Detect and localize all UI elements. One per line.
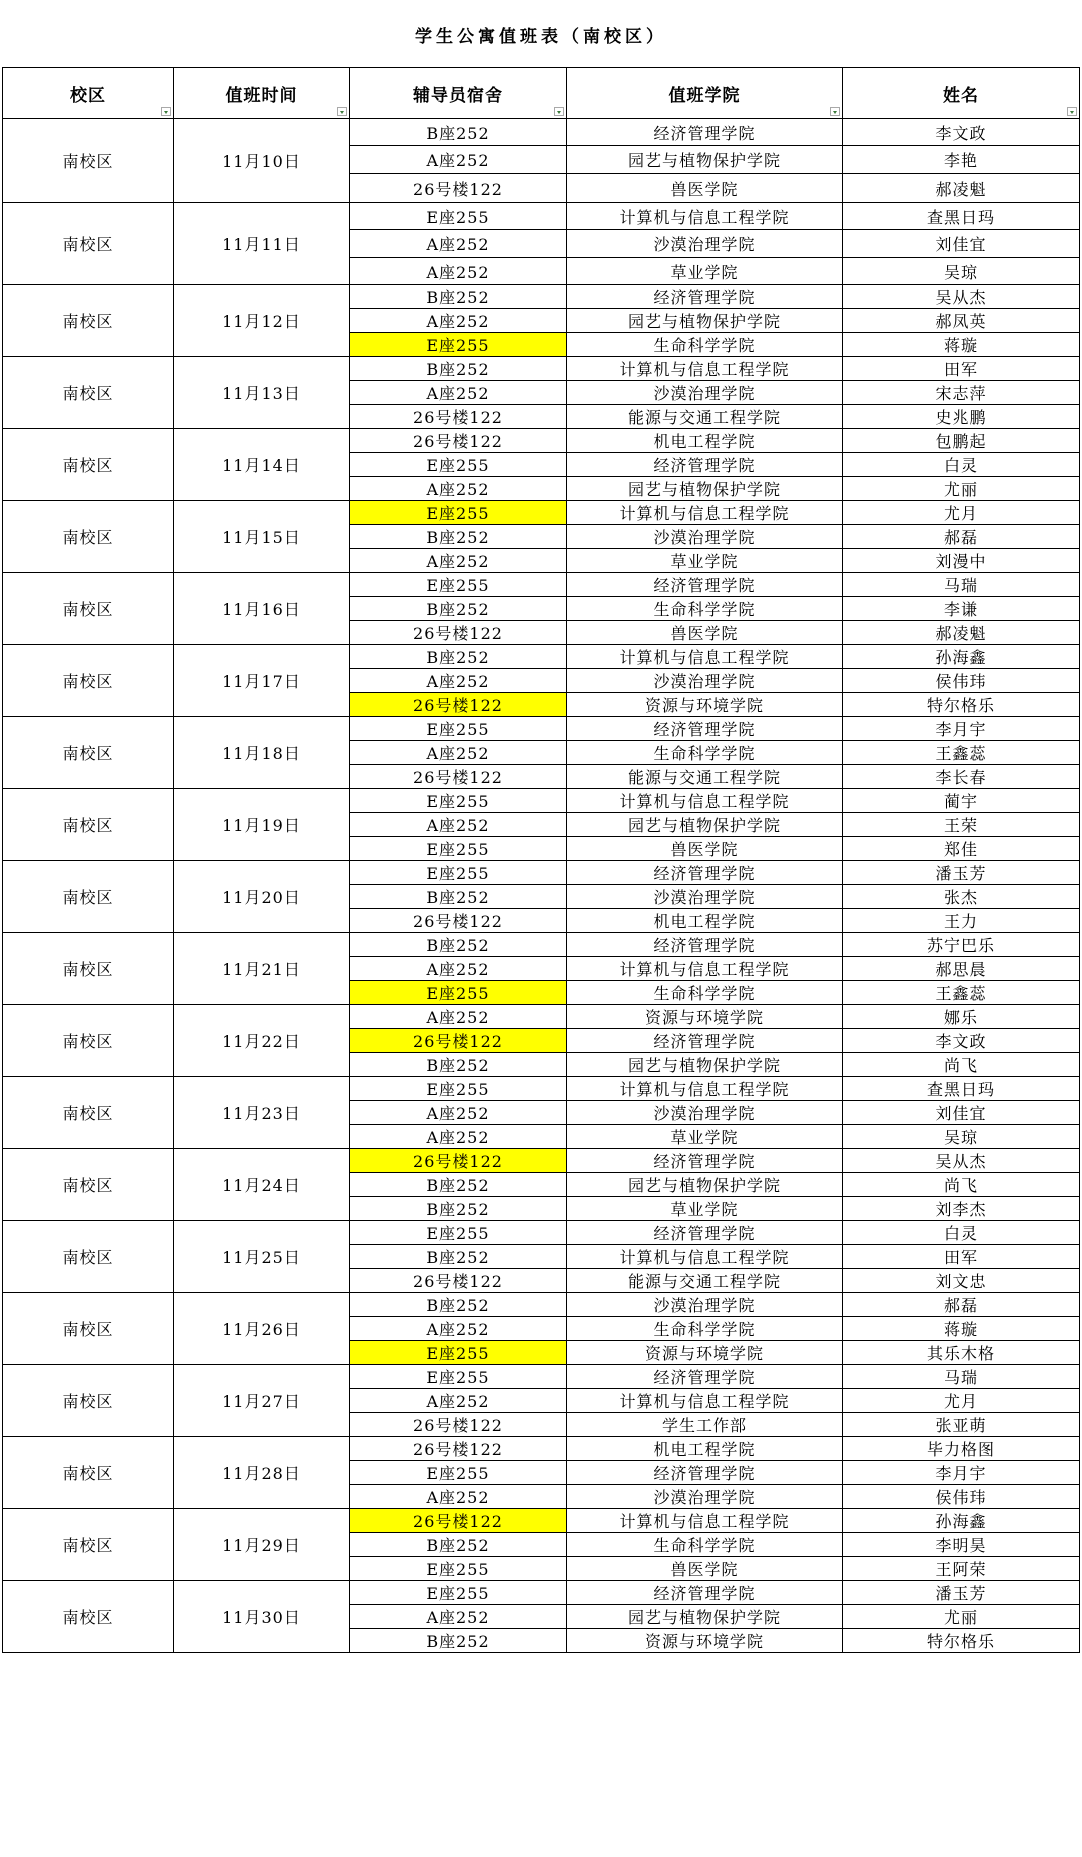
- dorm-cell: A座252: [350, 258, 567, 285]
- college-cell: 园艺与植物保护学院: [567, 477, 843, 501]
- table-row: [3, 1077, 1080, 1101]
- name-cell: 查黑日玛: [843, 203, 1080, 230]
- column-header-label: 辅导员宿舍: [413, 85, 503, 106]
- table-row: [3, 203, 1080, 230]
- dorm-cell: E座255: [350, 573, 567, 597]
- date-cell: 11月17日: [174, 645, 350, 717]
- name-cell: 孙海鑫: [843, 1509, 1080, 1533]
- dorm-cell: E座255: [350, 861, 567, 885]
- date-cell: 11月29日: [174, 1509, 350, 1581]
- dorm-cell: B座252: [350, 285, 567, 309]
- column-header-label: 校区: [70, 85, 106, 106]
- dorm-cell: 26号楼122: [350, 174, 567, 203]
- name-cell: 白灵: [843, 453, 1080, 477]
- name-cell: 郝磊: [843, 525, 1080, 549]
- column-header-label: 值班时间: [225, 85, 298, 106]
- college-cell: 机电工程学院: [567, 429, 843, 453]
- date-cell: 11月20日: [174, 861, 350, 933]
- college-cell: 兽医学院: [567, 174, 843, 203]
- college-cell: 能源与交通工程学院: [567, 765, 843, 789]
- dorm-cell: E座255: [350, 1461, 567, 1485]
- college-cell: 兽医学院: [567, 837, 843, 861]
- college-cell: 计算机与信息工程学院: [567, 501, 843, 525]
- college-cell: 经济管理学院: [567, 717, 843, 741]
- name-cell: 张亚萌: [843, 1413, 1080, 1437]
- dorm-cell: B座252: [350, 1245, 567, 1269]
- dorm-cell: E座255: [350, 1581, 567, 1605]
- name-cell: 宋志萍: [843, 381, 1080, 405]
- college-cell: 计算机与信息工程学院: [567, 357, 843, 381]
- table-row: [3, 717, 1080, 741]
- college-cell: 计算机与信息工程学院: [567, 1077, 843, 1101]
- name-cell: 蔺宇: [843, 789, 1080, 813]
- page-title: 学生公寓值班表（南校区）: [415, 27, 667, 47]
- name-cell: 李月宇: [843, 717, 1080, 741]
- college-cell: 资源与环境学院: [567, 1629, 843, 1653]
- college-cell: 计算机与信息工程学院: [567, 789, 843, 813]
- campus-cell: 南校区: [3, 1437, 174, 1509]
- name-cell: 尤月: [843, 1389, 1080, 1413]
- dorm-cell: 26号楼122: [350, 693, 567, 717]
- dorm-cell: B座252: [350, 1293, 567, 1317]
- table-row: [3, 1293, 1080, 1317]
- college-cell: 经济管理学院: [567, 861, 843, 885]
- name-cell: 白灵: [843, 1221, 1080, 1245]
- college-cell: 沙漠治理学院: [567, 1485, 843, 1509]
- table-row: [3, 1437, 1080, 1461]
- college-cell: 经济管理学院: [567, 1029, 843, 1053]
- table-row: [3, 1005, 1080, 1029]
- name-cell: 潘玉芳: [843, 861, 1080, 885]
- college-cell: 经济管理学院: [567, 1365, 843, 1389]
- dorm-cell: 26号楼122: [350, 1029, 567, 1053]
- date-cell: 11月13日: [174, 357, 350, 429]
- name-cell: 尚飞: [843, 1053, 1080, 1077]
- name-cell: 李谦: [843, 597, 1080, 621]
- college-cell: 生命科学学院: [567, 333, 843, 357]
- name-cell: 郝凌魁: [843, 174, 1080, 203]
- college-cell: 计算机与信息工程学院: [567, 957, 843, 981]
- name-cell: 包鹏起: [843, 429, 1080, 453]
- college-cell: 经济管理学院: [567, 285, 843, 309]
- college-cell: 经济管理学院: [567, 1581, 843, 1605]
- college-cell: 沙漠治理学院: [567, 669, 843, 693]
- name-cell: 刘漫中: [843, 549, 1080, 573]
- dorm-cell: B座252: [350, 1053, 567, 1077]
- name-cell: 李文政: [843, 119, 1080, 146]
- date-cell: 11月22日: [174, 1005, 350, 1077]
- name-cell: 王鑫蕊: [843, 981, 1080, 1005]
- college-cell: 经济管理学院: [567, 453, 843, 477]
- name-cell: 其乐木格: [843, 1341, 1080, 1365]
- column-header-name: [843, 68, 1080, 119]
- name-cell: 娜乐: [843, 1005, 1080, 1029]
- name-cell: 吴琼: [843, 1125, 1080, 1149]
- dorm-cell: A座252: [350, 381, 567, 405]
- college-cell: 计算机与信息工程学院: [567, 645, 843, 669]
- dorm-cell: A座252: [350, 1317, 567, 1341]
- dorm-cell: 26号楼122: [350, 1149, 567, 1173]
- dorm-cell: E座255: [350, 1341, 567, 1365]
- college-cell: 园艺与植物保护学院: [567, 1053, 843, 1077]
- college-cell: 机电工程学院: [567, 909, 843, 933]
- name-cell: 王荣: [843, 813, 1080, 837]
- name-cell: 蒋璇: [843, 1317, 1080, 1341]
- dorm-cell: A座252: [350, 813, 567, 837]
- campus-cell: 南校区: [3, 1293, 174, 1365]
- college-cell: 园艺与植物保护学院: [567, 813, 843, 837]
- duty-table: [2, 67, 1080, 1653]
- date-cell: 11月30日: [174, 1581, 350, 1653]
- date-cell: 11月27日: [174, 1365, 350, 1437]
- dorm-cell: B座252: [350, 597, 567, 621]
- date-cell: 11月10日: [174, 119, 350, 203]
- dorm-cell: B座252: [350, 1629, 567, 1653]
- dorm-cell: E座255: [350, 837, 567, 861]
- campus-cell: 南校区: [3, 789, 174, 861]
- name-cell: 尚飞: [843, 1173, 1080, 1197]
- column-header-campus: [3, 68, 174, 119]
- name-cell: 吴从杰: [843, 285, 1080, 309]
- dorm-cell: 26号楼122: [350, 1413, 567, 1437]
- date-cell: 11月25日: [174, 1221, 350, 1293]
- dorm-cell: A座252: [350, 1101, 567, 1125]
- name-cell: 特尔格乐: [843, 1629, 1080, 1653]
- name-cell: 李文政: [843, 1029, 1080, 1053]
- dorm-cell: 26号楼122: [350, 621, 567, 645]
- name-cell: 尤月: [843, 501, 1080, 525]
- date-cell: 11月16日: [174, 573, 350, 645]
- college-cell: 经济管理学院: [567, 119, 843, 146]
- dorm-cell: B座252: [350, 1533, 567, 1557]
- header-row: [3, 68, 1080, 119]
- table-row: [3, 429, 1080, 453]
- college-cell: 计算机与信息工程学院: [567, 1389, 843, 1413]
- dorm-cell: B座252: [350, 933, 567, 957]
- college-cell: 草业学院: [567, 549, 843, 573]
- college-cell: 兽医学院: [567, 1557, 843, 1581]
- name-cell: 马瑞: [843, 573, 1080, 597]
- dorm-cell: B座252: [350, 645, 567, 669]
- dorm-cell: 26号楼122: [350, 765, 567, 789]
- name-cell: 侯伟玮: [843, 1485, 1080, 1509]
- college-cell: 计算机与信息工程学院: [567, 1509, 843, 1533]
- college-cell: 草业学院: [567, 258, 843, 285]
- dorm-cell: E座255: [350, 203, 567, 230]
- college-cell: 资源与环境学院: [567, 1005, 843, 1029]
- dorm-cell: A座252: [350, 957, 567, 981]
- dorm-cell: E座255: [350, 1221, 567, 1245]
- name-cell: 郑佳: [843, 837, 1080, 861]
- campus-cell: 南校区: [3, 1581, 174, 1653]
- date-cell: 11月23日: [174, 1077, 350, 1149]
- dorm-cell: 26号楼122: [350, 1509, 567, 1533]
- name-cell: 毕力格图: [843, 1437, 1080, 1461]
- name-cell: 郝思晨: [843, 957, 1080, 981]
- date-cell: 11月28日: [174, 1437, 350, 1509]
- college-cell: 沙漠治理学院: [567, 1293, 843, 1317]
- dorm-cell: E座255: [350, 453, 567, 477]
- campus-cell: 南校区: [3, 1005, 174, 1077]
- filter-dropdown-icon[interactable]: [1067, 107, 1077, 116]
- college-cell: 计算机与信息工程学院: [567, 1245, 843, 1269]
- dorm-cell: B座252: [350, 885, 567, 909]
- table-row: [3, 645, 1080, 669]
- dorm-cell: A座252: [350, 1485, 567, 1509]
- college-cell: 经济管理学院: [567, 1461, 843, 1485]
- name-cell: 吴琼: [843, 258, 1080, 285]
- filter-dropdown-icon[interactable]: [554, 107, 564, 116]
- date-cell: 11月15日: [174, 501, 350, 573]
- table-row: [3, 1149, 1080, 1173]
- campus-cell: 南校区: [3, 1221, 174, 1293]
- college-cell: 沙漠治理学院: [567, 381, 843, 405]
- dorm-cell: 26号楼122: [350, 405, 567, 429]
- name-cell: 李长春: [843, 765, 1080, 789]
- dorm-cell: A座252: [350, 230, 567, 258]
- college-cell: 园艺与植物保护学院: [567, 309, 843, 333]
- filter-dropdown-icon[interactable]: [830, 107, 840, 116]
- college-cell: 机电工程学院: [567, 1437, 843, 1461]
- name-cell: 郝凌魁: [843, 621, 1080, 645]
- date-cell: 11月11日: [174, 203, 350, 285]
- name-cell: 特尔格乐: [843, 693, 1080, 717]
- column-header-dorm: [350, 68, 567, 119]
- name-cell: 苏宁巴乐: [843, 933, 1080, 957]
- campus-cell: 南校区: [3, 203, 174, 285]
- campus-cell: 南校区: [3, 1509, 174, 1581]
- campus-cell: 南校区: [3, 573, 174, 645]
- college-cell: 园艺与植物保护学院: [567, 146, 843, 174]
- dorm-cell: E座255: [350, 981, 567, 1005]
- dorm-cell: E座255: [350, 789, 567, 813]
- campus-cell: 南校区: [3, 1149, 174, 1221]
- dorm-cell: B座252: [350, 119, 567, 146]
- campus-cell: 南校区: [3, 285, 174, 357]
- name-cell: 查黑日玛: [843, 1077, 1080, 1101]
- college-cell: 生命科学学院: [567, 1533, 843, 1557]
- name-cell: 史兆鹏: [843, 405, 1080, 429]
- college-cell: 园艺与植物保护学院: [567, 1605, 843, 1629]
- college-cell: 经济管理学院: [567, 1149, 843, 1173]
- campus-cell: 南校区: [3, 861, 174, 933]
- college-cell: 资源与环境学院: [567, 693, 843, 717]
- college-cell: 草业学院: [567, 1197, 843, 1221]
- dorm-cell: 26号楼122: [350, 1437, 567, 1461]
- name-cell: 张杰: [843, 885, 1080, 909]
- college-cell: 能源与交通工程学院: [567, 405, 843, 429]
- dorm-cell: 26号楼122: [350, 909, 567, 933]
- name-cell: 李月宇: [843, 1461, 1080, 1485]
- dorm-cell: E座255: [350, 1365, 567, 1389]
- table-row: [3, 1365, 1080, 1389]
- campus-cell: 南校区: [3, 119, 174, 203]
- table-row: [3, 933, 1080, 957]
- date-cell: 11月12日: [174, 285, 350, 357]
- name-cell: 田军: [843, 357, 1080, 381]
- column-header-date: [174, 68, 350, 119]
- table-row: [3, 285, 1080, 309]
- dorm-cell: E座255: [350, 501, 567, 525]
- date-cell: 11月18日: [174, 717, 350, 789]
- table-row: [3, 789, 1080, 813]
- college-cell: 园艺与植物保护学院: [567, 1173, 843, 1197]
- name-cell: 马瑞: [843, 1365, 1080, 1389]
- dorm-cell: A座252: [350, 309, 567, 333]
- campus-cell: 南校区: [3, 645, 174, 717]
- dorm-cell: E座255: [350, 333, 567, 357]
- filter-dropdown-icon[interactable]: [161, 107, 171, 116]
- dorm-cell: E座255: [350, 717, 567, 741]
- dorm-cell: A座252: [350, 669, 567, 693]
- date-cell: 11月24日: [174, 1149, 350, 1221]
- date-cell: 11月19日: [174, 789, 350, 861]
- name-cell: 田军: [843, 1245, 1080, 1269]
- college-cell: 草业学院: [567, 1125, 843, 1149]
- name-cell: 尤丽: [843, 1605, 1080, 1629]
- date-cell: 11月21日: [174, 933, 350, 1005]
- name-cell: 王鑫蕊: [843, 741, 1080, 765]
- name-cell: 潘玉芳: [843, 1581, 1080, 1605]
- dorm-cell: A座252: [350, 1005, 567, 1029]
- dorm-cell: B座252: [350, 357, 567, 381]
- name-cell: 刘佳宜: [843, 1101, 1080, 1125]
- table-row: [3, 357, 1080, 381]
- campus-cell: 南校区: [3, 717, 174, 789]
- name-cell: 蒋璇: [843, 333, 1080, 357]
- table-row: [3, 1221, 1080, 1245]
- dorm-cell: B座252: [350, 525, 567, 549]
- name-cell: 吴从杰: [843, 1149, 1080, 1173]
- dorm-cell: B座252: [350, 1173, 567, 1197]
- dorm-cell: A座252: [350, 741, 567, 765]
- date-cell: 11月14日: [174, 429, 350, 501]
- campus-cell: 南校区: [3, 933, 174, 1005]
- name-cell: 孙海鑫: [843, 645, 1080, 669]
- college-cell: 经济管理学院: [567, 1221, 843, 1245]
- dorm-cell: 26号楼122: [350, 1269, 567, 1293]
- date-cell: 11月26日: [174, 1293, 350, 1365]
- dorm-cell: A座252: [350, 146, 567, 174]
- column-header-label: 姓名: [943, 85, 979, 106]
- college-cell: 生命科学学院: [567, 1317, 843, 1341]
- college-cell: 沙漠治理学院: [567, 525, 843, 549]
- table-row: [3, 119, 1080, 146]
- dorm-cell: A座252: [350, 1605, 567, 1629]
- table-row: [3, 501, 1080, 525]
- column-header-college: [567, 68, 843, 119]
- dorm-cell: A座252: [350, 477, 567, 501]
- name-cell: 刘李杰: [843, 1197, 1080, 1221]
- filter-dropdown-icon[interactable]: [337, 107, 347, 116]
- college-cell: 经济管理学院: [567, 933, 843, 957]
- campus-cell: 南校区: [3, 1365, 174, 1437]
- name-cell: 李艳: [843, 146, 1080, 174]
- campus-cell: 南校区: [3, 1077, 174, 1149]
- dorm-cell: A座252: [350, 1125, 567, 1149]
- dorm-cell: 26号楼122: [350, 429, 567, 453]
- name-cell: 李明昊: [843, 1533, 1080, 1557]
- college-cell: 能源与交通工程学院: [567, 1269, 843, 1293]
- name-cell: 尤丽: [843, 477, 1080, 501]
- name-cell: 王阿荣: [843, 1557, 1080, 1581]
- college-cell: 生命科学学院: [567, 597, 843, 621]
- dorm-cell: A座252: [350, 549, 567, 573]
- name-cell: 郝磊: [843, 1293, 1080, 1317]
- dorm-cell: A座252: [350, 1389, 567, 1413]
- name-cell: 刘文忠: [843, 1269, 1080, 1293]
- name-cell: 侯伟玮: [843, 669, 1080, 693]
- college-cell: 沙漠治理学院: [567, 1101, 843, 1125]
- college-cell: 沙漠治理学院: [567, 230, 843, 258]
- college-cell: 资源与环境学院: [567, 1341, 843, 1365]
- college-cell: 兽医学院: [567, 621, 843, 645]
- campus-cell: 南校区: [3, 429, 174, 501]
- campus-cell: 南校区: [3, 501, 174, 573]
- college-cell: 计算机与信息工程学院: [567, 203, 843, 230]
- dorm-cell: E座255: [350, 1077, 567, 1101]
- college-cell: 生命科学学院: [567, 981, 843, 1005]
- table-row: [3, 1581, 1080, 1605]
- dorm-cell: B座252: [350, 1197, 567, 1221]
- name-cell: 王力: [843, 909, 1080, 933]
- table-row: [3, 1509, 1080, 1533]
- name-cell: 刘佳宜: [843, 230, 1080, 258]
- campus-cell: 南校区: [3, 357, 174, 429]
- college-cell: 学生工作部: [567, 1413, 843, 1437]
- college-cell: 经济管理学院: [567, 573, 843, 597]
- table-row: [3, 573, 1080, 597]
- name-cell: 郝凤英: [843, 309, 1080, 333]
- dorm-cell: E座255: [350, 1557, 567, 1581]
- college-cell: 沙漠治理学院: [567, 885, 843, 909]
- college-cell: 生命科学学院: [567, 741, 843, 765]
- table-row: [3, 861, 1080, 885]
- table-body: [3, 119, 1080, 1653]
- column-header-label: 值班学院: [668, 85, 741, 106]
